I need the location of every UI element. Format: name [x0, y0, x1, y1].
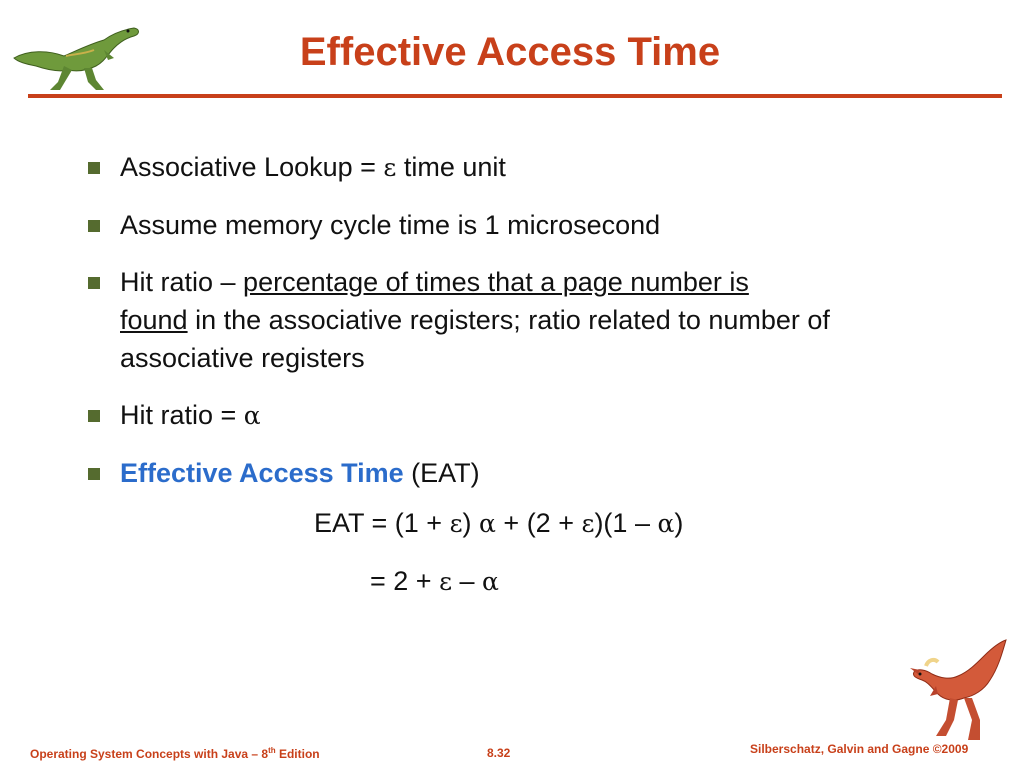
- footer-text: Edition: [275, 747, 320, 761]
- eat-equation: [314, 508, 683, 539]
- bullet-square-icon: [88, 277, 100, 289]
- bullet-hit-ratio-definition: [86, 263, 946, 377]
- equation-part: + (2 +: [495, 508, 582, 538]
- bullet-eat: [86, 454, 946, 492]
- green-dinosaur-icon: [8, 20, 142, 94]
- footer-superscript: th: [268, 746, 276, 755]
- bullet-list: [86, 148, 946, 492]
- epsilon-symbol: ε: [383, 153, 397, 182]
- alpha-symbol: α: [657, 509, 675, 538]
- bullet-square-icon: [88, 468, 100, 480]
- underlined-text: found: [120, 305, 188, 335]
- bullet-memory-cycle: [86, 206, 946, 244]
- footer-text: Operating System Concepts with Java – 8: [30, 747, 269, 761]
- red-dinosaur-icon: [906, 636, 1010, 748]
- alpha-symbol: α: [479, 509, 496, 538]
- alpha-symbol: α: [243, 401, 261, 430]
- bullet-square-icon: [88, 162, 100, 174]
- equation-part: EAT = (1 +: [314, 508, 450, 538]
- eat-simplified-equation: [370, 566, 499, 597]
- underlined-text: percentage of times that a page number is: [243, 267, 749, 297]
- equation-part: –: [452, 566, 483, 596]
- bullet-text: (EAT): [403, 458, 480, 488]
- alpha-symbol: α: [482, 567, 499, 596]
- bullet-text: in the associative registers; ratio related to number of associative registers: [120, 305, 830, 373]
- bullet-square-icon: [88, 410, 100, 422]
- highlighted-term: Effective Access Time: [120, 458, 404, 488]
- equation-part: )(1 –: [594, 508, 658, 538]
- footer-book-title: [30, 746, 320, 761]
- bullet-associative-lookup: [86, 148, 946, 187]
- epsilon-symbol: ε: [439, 567, 453, 596]
- bullet-text: time unit: [396, 152, 506, 182]
- bullet-text: Hit ratio =: [120, 400, 244, 430]
- bullet-text: Assume memory cycle time is 1 microsecond: [120, 210, 661, 240]
- epsilon-symbol: ε: [449, 509, 463, 538]
- bullet-text: Hit ratio –: [120, 267, 244, 297]
- bullet-text: Associative Lookup =: [120, 152, 384, 182]
- footer-copyright: Silberschatz, Galvin and Gagne ©2009: [750, 742, 969, 756]
- equation-part: ): [462, 508, 480, 538]
- equation-part: ): [674, 508, 684, 538]
- bullet-square-icon: [88, 220, 100, 232]
- bullet-hit-ratio-alpha: [86, 396, 946, 435]
- equation-part: = 2 +: [370, 566, 440, 596]
- footer-page-number: 8.32: [487, 746, 511, 760]
- title-divider: [28, 94, 1002, 98]
- epsilon-symbol: ε: [581, 509, 595, 538]
- slide-title: Effective Access Time: [299, 30, 721, 74]
